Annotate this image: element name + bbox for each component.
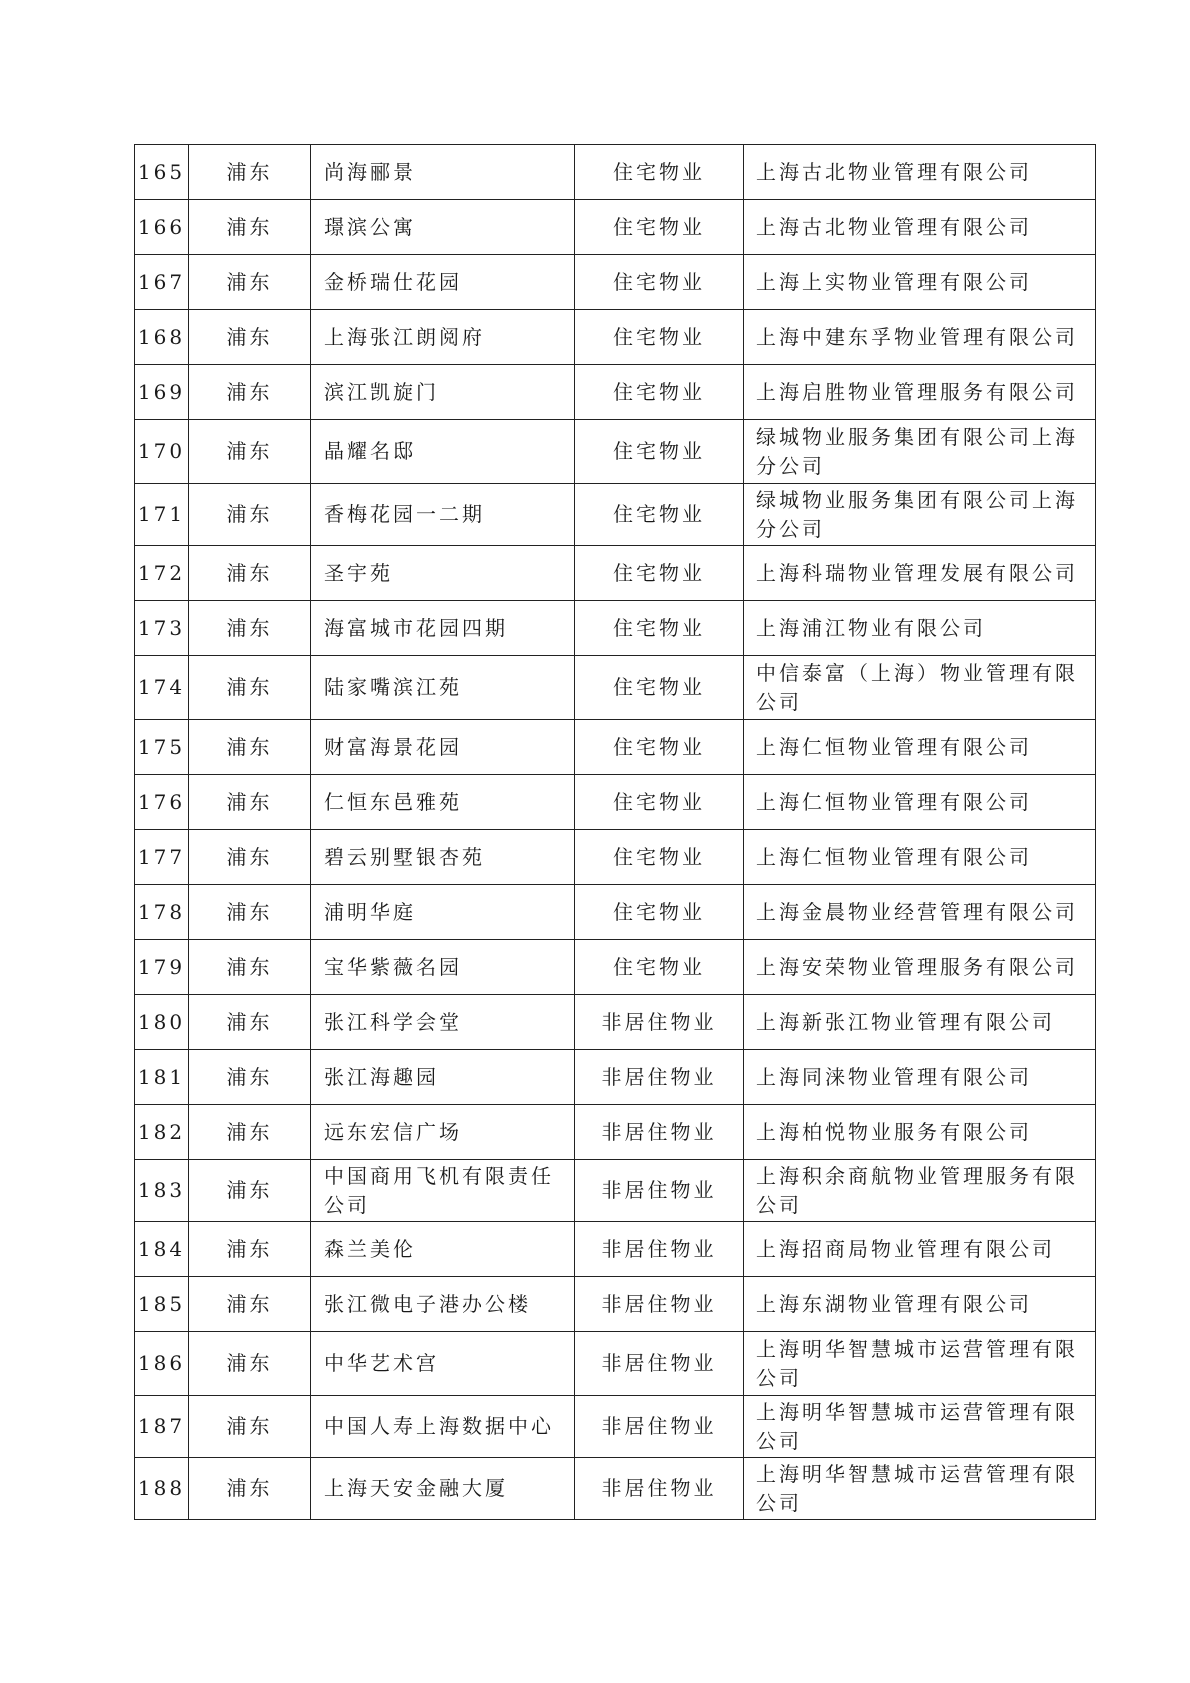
- row-number-cell: 183: [135, 1160, 189, 1222]
- district-cell: 浦东: [189, 200, 311, 255]
- property-name-cell: 璟滨公寓: [311, 200, 575, 255]
- property-type-cell: 住宅物业: [575, 200, 744, 255]
- management-company-cell: 上海启胜物业管理服务有限公司: [744, 365, 1096, 420]
- table-row: [135, 145, 1096, 200]
- table-row: [135, 1332, 1096, 1396]
- row-number-cell: 185: [135, 1277, 189, 1332]
- property-type-cell: 非居住物业: [575, 1277, 744, 1332]
- district-cell: 浦东: [189, 775, 311, 830]
- property-type-cell: 住宅物业: [575, 145, 744, 200]
- row-number-cell: 173: [135, 601, 189, 656]
- table-row: [135, 656, 1096, 720]
- table-row: [135, 720, 1096, 775]
- row-number-cell: 171: [135, 484, 189, 546]
- row-number-cell: 175: [135, 720, 189, 775]
- property-type-cell: 住宅物业: [575, 310, 744, 365]
- property-name-cell: 中华艺术宫: [311, 1332, 575, 1396]
- row-number-cell: 174: [135, 656, 189, 720]
- table-row: [135, 1277, 1096, 1332]
- management-company-cell: 上海仁恒物业管理有限公司: [744, 830, 1096, 885]
- management-company-cell: 上海新张江物业管理有限公司: [744, 995, 1096, 1050]
- property-name-cell: 圣宇苑: [311, 546, 575, 601]
- property-type-cell: 住宅物业: [575, 885, 744, 940]
- row-number-cell: 181: [135, 1050, 189, 1105]
- row-number-cell: 184: [135, 1222, 189, 1277]
- property-name-cell: 陆家嘴滨江苑: [311, 656, 575, 720]
- district-cell: 浦东: [189, 720, 311, 775]
- table-row: [135, 995, 1096, 1050]
- table-row: [135, 940, 1096, 995]
- property-type-cell: 非居住物业: [575, 995, 744, 1050]
- management-company-cell: 上海柏悦物业服务有限公司: [744, 1105, 1096, 1160]
- property-type-cell: 住宅物业: [575, 775, 744, 830]
- district-cell: 浦东: [189, 940, 311, 995]
- management-company-cell: 上海古北物业管理有限公司: [744, 145, 1096, 200]
- table-row: [135, 1160, 1096, 1222]
- district-cell: 浦东: [189, 1050, 311, 1105]
- property-name-cell: 尚海郦景: [311, 145, 575, 200]
- property-type-cell: 非居住物业: [575, 1396, 744, 1458]
- district-cell: 浦东: [189, 365, 311, 420]
- property-type-cell: 住宅物业: [575, 365, 744, 420]
- table-row: [135, 1105, 1096, 1160]
- property-type-cell: 住宅物业: [575, 720, 744, 775]
- property-name-cell: 张江微电子港办公楼: [311, 1277, 575, 1332]
- row-number-cell: 186: [135, 1332, 189, 1396]
- property-name-cell: 中国商用飞机有限责任公司: [311, 1160, 575, 1222]
- property-name-cell: 碧云别墅银杏苑: [311, 830, 575, 885]
- property-name-cell: 浦明华庭: [311, 885, 575, 940]
- district-cell: 浦东: [189, 1277, 311, 1332]
- property-type-cell: 非居住物业: [575, 1050, 744, 1105]
- district-cell: 浦东: [189, 145, 311, 200]
- table-row: [135, 1222, 1096, 1277]
- district-cell: 浦东: [189, 546, 311, 601]
- property-name-cell: 海富城市花园四期: [311, 601, 575, 656]
- property-table: [134, 144, 1096, 1520]
- property-name-cell: 仁恒东邑雅苑: [311, 775, 575, 830]
- management-company-cell: 绿城物业服务集团有限公司上海分公司: [744, 484, 1096, 546]
- management-company-cell: 上海积余商航物业管理服务有限公司: [744, 1160, 1096, 1222]
- property-name-cell: 上海张江朗阅府: [311, 310, 575, 365]
- property-name-cell: 张江海趣园: [311, 1050, 575, 1105]
- property-type-cell: 住宅物业: [575, 546, 744, 601]
- row-number-cell: 178: [135, 885, 189, 940]
- management-company-cell: 上海东湖物业管理有限公司: [744, 1277, 1096, 1332]
- management-company-cell: 上海仁恒物业管理有限公司: [744, 720, 1096, 775]
- management-company-cell: 上海明华智慧城市运营管理有限公司: [744, 1332, 1096, 1396]
- property-name-cell: 香梅花园一二期: [311, 484, 575, 546]
- management-company-cell: 上海明华智慧城市运营管理有限公司: [744, 1396, 1096, 1458]
- table-row: [135, 310, 1096, 365]
- district-cell: 浦东: [189, 995, 311, 1050]
- table-row: [135, 775, 1096, 830]
- district-cell: 浦东: [189, 830, 311, 885]
- row-number-cell: 180: [135, 995, 189, 1050]
- management-company-cell: 绿城物业服务集团有限公司上海分公司: [744, 420, 1096, 484]
- management-company-cell: 上海中建东孚物业管理有限公司: [744, 310, 1096, 365]
- management-company-cell: 上海仁恒物业管理有限公司: [744, 775, 1096, 830]
- table-row: [135, 885, 1096, 940]
- row-number-cell: 169: [135, 365, 189, 420]
- property-name-cell: 森兰美伦: [311, 1222, 575, 1277]
- row-number-cell: 188: [135, 1458, 189, 1520]
- management-company-cell: 上海金晨物业经营管理有限公司: [744, 885, 1096, 940]
- table-row: [135, 484, 1096, 546]
- property-table-body: [135, 145, 1096, 1520]
- management-company-cell: 中信泰富（上海）物业管理有限公司: [744, 656, 1096, 720]
- property-name-cell: 晶耀名邸: [311, 420, 575, 484]
- table-row: [135, 420, 1096, 484]
- district-cell: 浦东: [189, 1222, 311, 1277]
- property-type-cell: 住宅物业: [575, 940, 744, 995]
- management-company-cell: 上海上实物业管理有限公司: [744, 255, 1096, 310]
- management-company-cell: 上海同涞物业管理有限公司: [744, 1050, 1096, 1105]
- table-row: [135, 1050, 1096, 1105]
- district-cell: 浦东: [189, 255, 311, 310]
- property-type-cell: 非居住物业: [575, 1332, 744, 1396]
- property-type-cell: 住宅物业: [575, 420, 744, 484]
- property-type-cell: 住宅物业: [575, 830, 744, 885]
- property-type-cell: 住宅物业: [575, 255, 744, 310]
- table-row: [135, 1396, 1096, 1458]
- property-type-cell: 非居住物业: [575, 1458, 744, 1520]
- property-type-cell: 住宅物业: [575, 601, 744, 656]
- management-company-cell: 上海安荣物业管理服务有限公司: [744, 940, 1096, 995]
- district-cell: 浦东: [189, 885, 311, 940]
- property-name-cell: 滨江凯旋门: [311, 365, 575, 420]
- district-cell: 浦东: [189, 1160, 311, 1222]
- table-row: [135, 365, 1096, 420]
- management-company-cell: 上海古北物业管理有限公司: [744, 200, 1096, 255]
- property-type-cell: 住宅物业: [575, 656, 744, 720]
- management-company-cell: 上海科瑞物业管理发展有限公司: [744, 546, 1096, 601]
- property-name-cell: 张江科学会堂: [311, 995, 575, 1050]
- property-name-cell: 财富海景花园: [311, 720, 575, 775]
- row-number-cell: 168: [135, 310, 189, 365]
- row-number-cell: 176: [135, 775, 189, 830]
- table-row: [135, 546, 1096, 601]
- row-number-cell: 177: [135, 830, 189, 885]
- row-number-cell: 179: [135, 940, 189, 995]
- row-number-cell: 182: [135, 1105, 189, 1160]
- district-cell: 浦东: [189, 1105, 311, 1160]
- row-number-cell: 172: [135, 546, 189, 601]
- property-name-cell: 远东宏信广场: [311, 1105, 575, 1160]
- management-company-cell: 上海明华智慧城市运营管理有限公司: [744, 1458, 1096, 1520]
- district-cell: 浦东: [189, 420, 311, 484]
- management-company-cell: 上海浦江物业有限公司: [744, 601, 1096, 656]
- district-cell: 浦东: [189, 1396, 311, 1458]
- property-type-cell: 非居住物业: [575, 1222, 744, 1277]
- property-type-cell: 非居住物业: [575, 1105, 744, 1160]
- district-cell: 浦东: [189, 310, 311, 365]
- table-row: [135, 200, 1096, 255]
- table-row: [135, 1458, 1096, 1520]
- district-cell: 浦东: [189, 1458, 311, 1520]
- row-number-cell: 170: [135, 420, 189, 484]
- row-number-cell: 165: [135, 145, 189, 200]
- management-company-cell: 上海招商局物业管理有限公司: [744, 1222, 1096, 1277]
- property-type-cell: 非居住物业: [575, 1160, 744, 1222]
- property-name-cell: 金桥瑞仕花园: [311, 255, 575, 310]
- property-name-cell: 中国人寿上海数据中心: [311, 1396, 575, 1458]
- table-row: [135, 601, 1096, 656]
- district-cell: 浦东: [189, 656, 311, 720]
- district-cell: 浦东: [189, 601, 311, 656]
- table-row: [135, 255, 1096, 310]
- property-name-cell: 宝华紫薇名园: [311, 940, 575, 995]
- row-number-cell: 187: [135, 1396, 189, 1458]
- district-cell: 浦东: [189, 484, 311, 546]
- district-cell: 浦东: [189, 1332, 311, 1396]
- row-number-cell: 166: [135, 200, 189, 255]
- table-row: [135, 830, 1096, 885]
- property-name-cell: 上海天安金融大厦: [311, 1458, 575, 1520]
- row-number-cell: 167: [135, 255, 189, 310]
- property-type-cell: 住宅物业: [575, 484, 744, 546]
